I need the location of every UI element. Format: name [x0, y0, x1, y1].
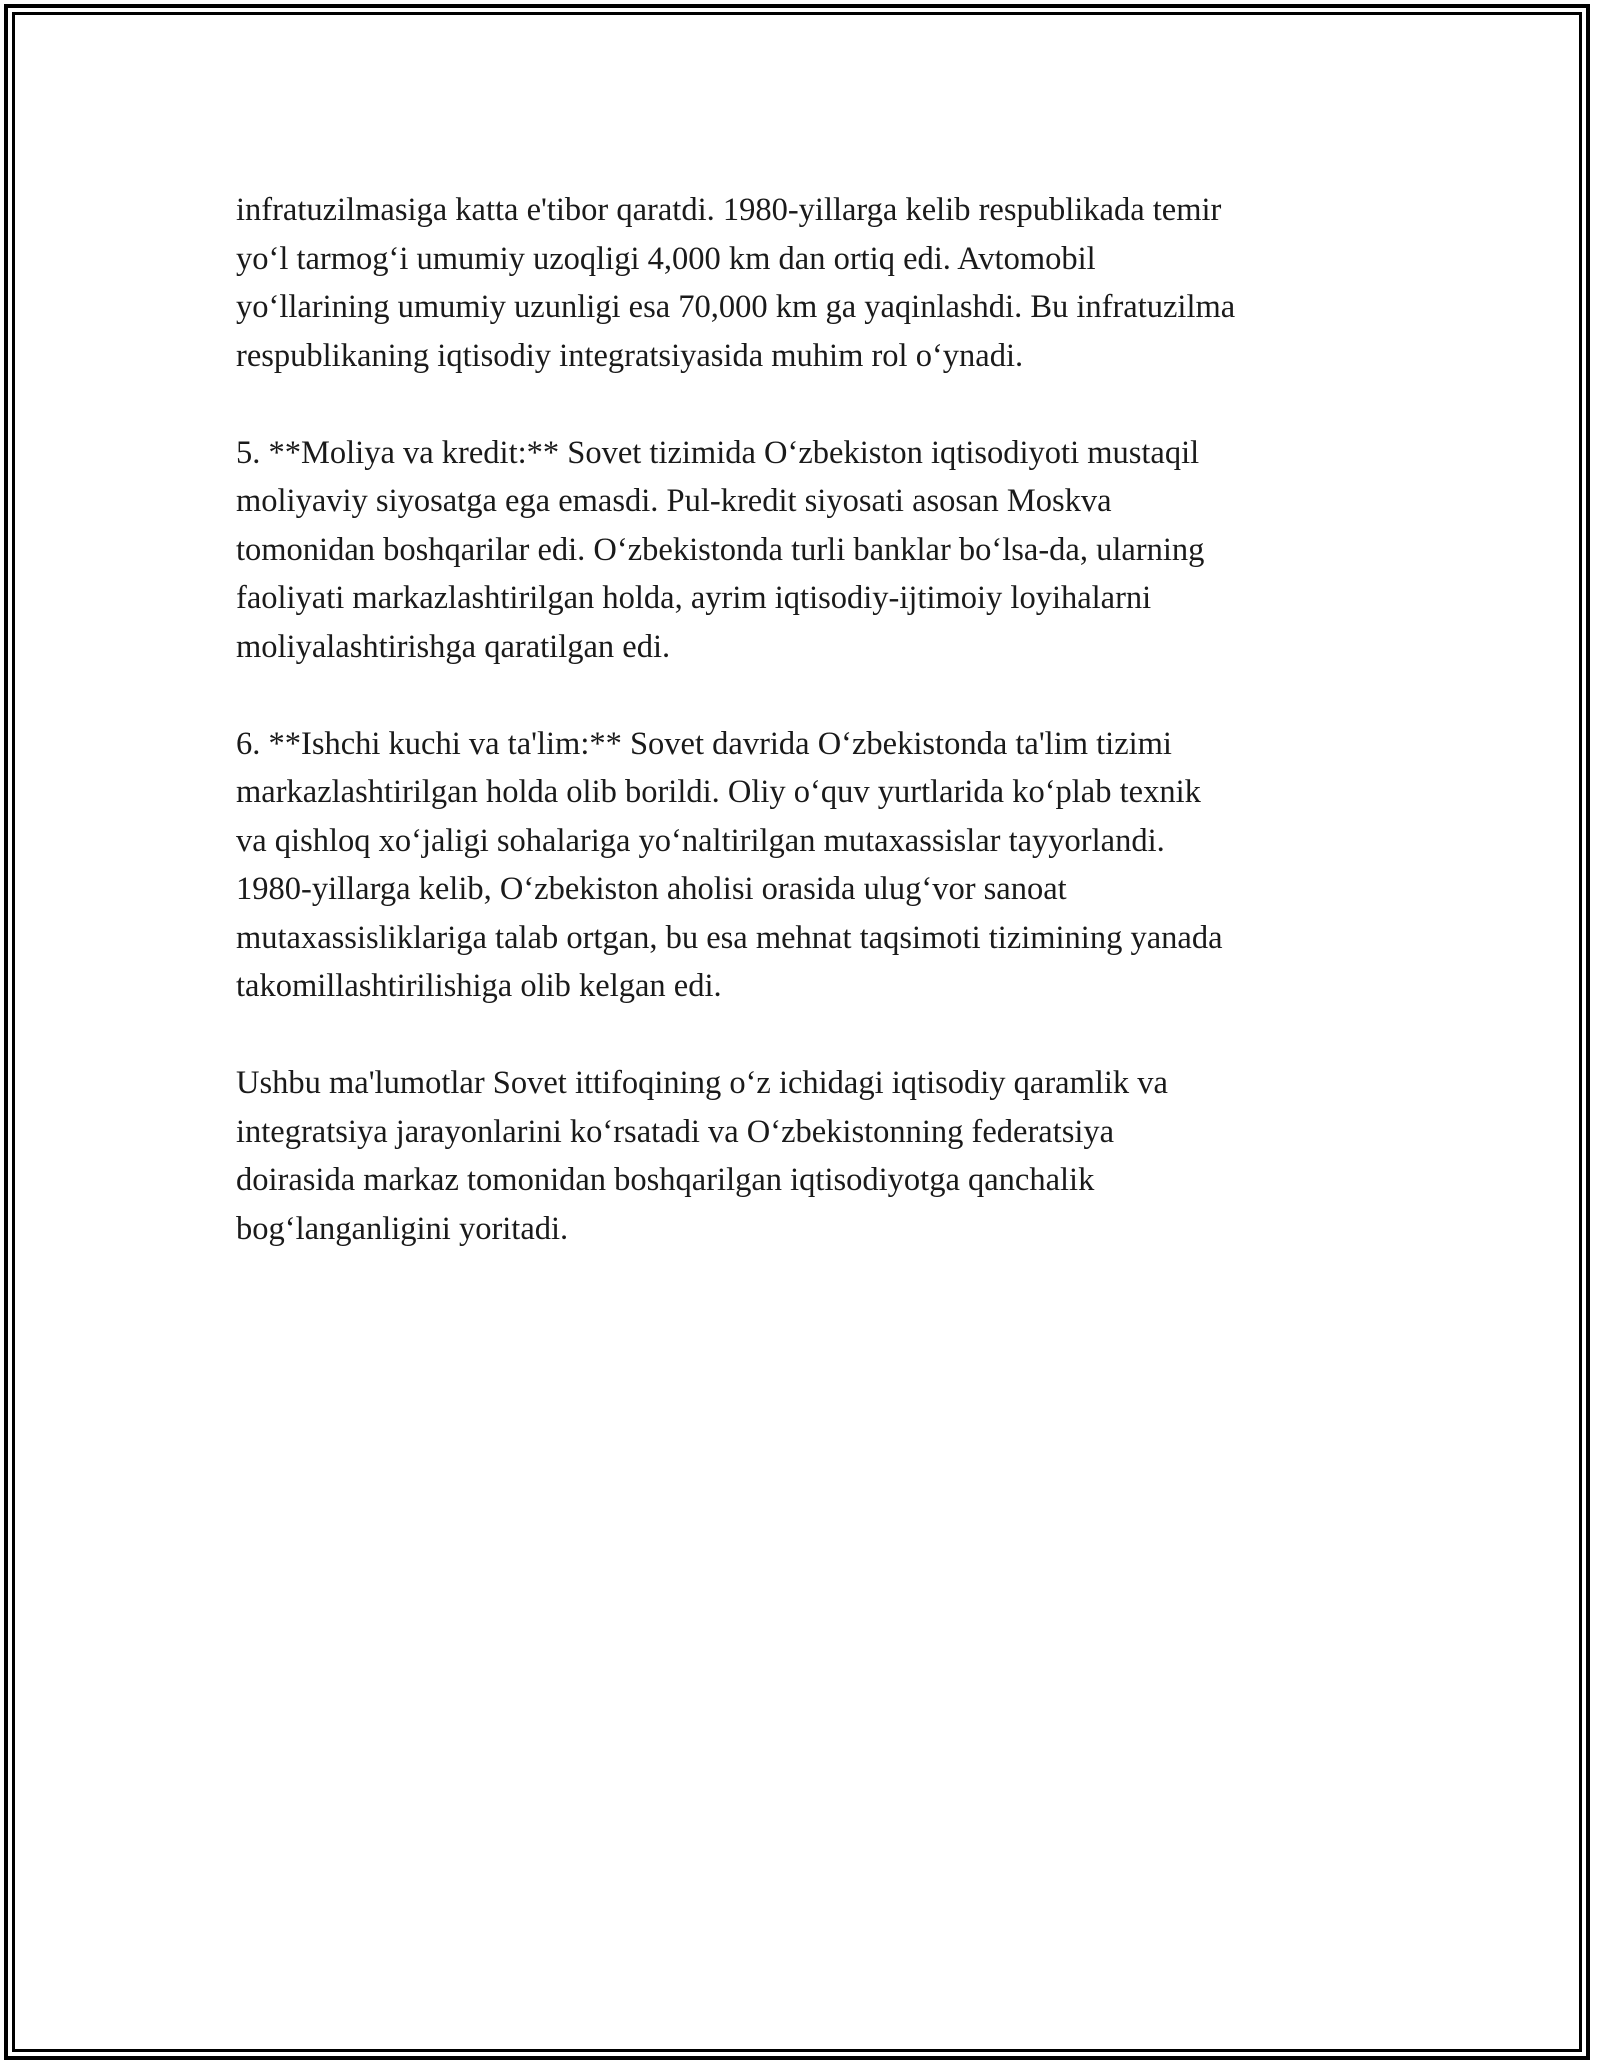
document-body	[236, 186, 1396, 1302]
paragraph-conclusion: Ushbu ma'lumotlar Sovet ittifoqining o‘z ichidagi iqtisodiy qaramlik va integratsiya jarayonlarini ko‘rsatadi va O‘zbekistonning federatsiya doirasida markaz tomonidan boshqarilgan iqtisodiyotga qanchalik bog‘langanligini yoritadi.	[236, 1065, 1168, 1247]
paragraph-infrastructure: infratuzilmasiga katta e'tibor qaratdi. 1980-yillarga kelib respublikada temir yo‘l tarmog‘i umumiy uzoqligi 4,000 km dan ortiq edi. Avtomobil yo‘llarining umumiy uzunligi esa 70,000 km ga yaqinlashdi. Bu infratuzilma respublikaning iqtisodiy integratsiyasida muhim rol o‘ynadi.	[236, 192, 1236, 374]
paragraph-labor-education: 6. **Ishchi kuchi va ta'lim:** Sovet davrida O‘zbekistonda ta'lim tizimi markazlashtirilgan holda olib borildi. Oliy o‘quv yurtlarida ko‘plab texnik va qishloq xo‘jaligi sohalariga yo‘naltirilgan mutaxassislar tayyorlandi. 1980-yillarga kelib, O‘zbekiston aholisi orasida ulug‘vor sanoat mutaxassisliklariga talab ortgan, bu esa mehnat taqsimoti tizimining yanada takomillashtirilishiga olib kelgan edi.	[236, 725, 1223, 1004]
paragraph-finance-credit: 5. **Moliya va kredit:** Sovet tizimida O‘zbekiston iqtisodiyoti mustaqil moliyaviy siyosatga ega emasdi. Pul-kredit siyosati asosan Moskva tomonidan boshqarilar edi. O‘zbekistonda turli banklar bo‘lsa-da, ularning faoliyati markazlashtirilgan holda, ayrim iqtisodiy-ijtimoiy loyihalarni moliyalashtirishga qaratilgan edi.	[236, 434, 1205, 665]
